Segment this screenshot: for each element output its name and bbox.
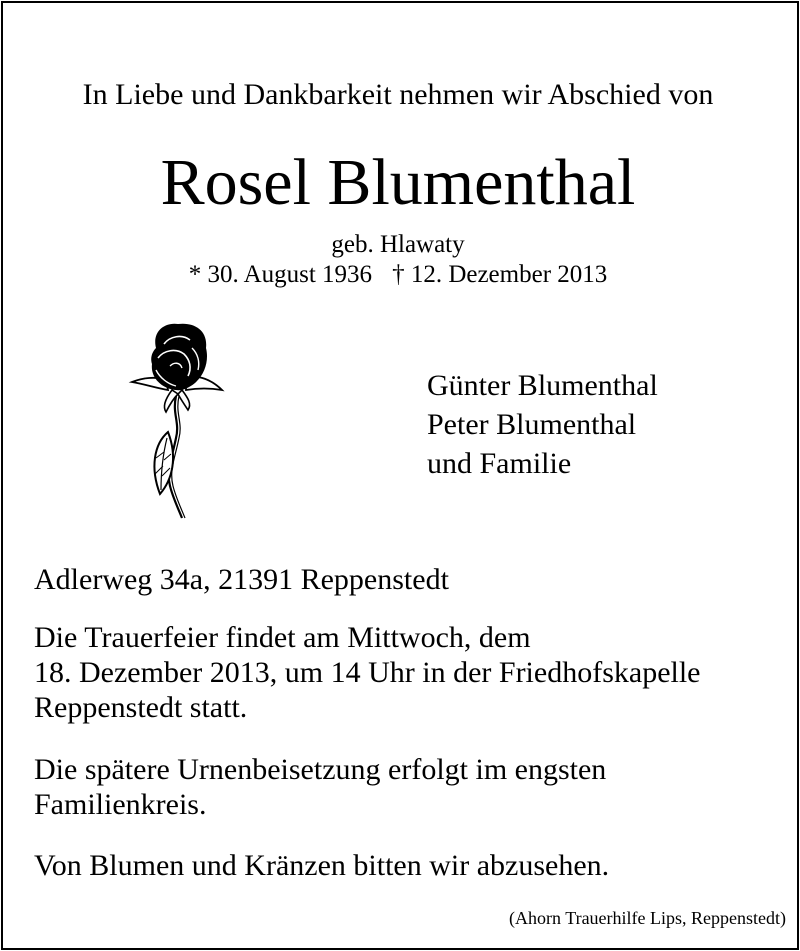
ceremony-info	[34, 620, 701, 725]
deceased-name: Rosel Blumenthal	[160, 146, 636, 219]
birth-date: * 30. August 1936	[188, 261, 373, 288]
mourner-name: Peter Blumenthal	[427, 408, 637, 441]
address: Adlerweg 34a, 21391 Reppenstedt	[34, 563, 449, 596]
maiden-name: geb. Hlawaty	[331, 231, 465, 258]
ceremony-line: 18. Dezember 2013, um 14 Uhr in der Friedhofskapelle	[34, 656, 701, 689]
ceremony-line: Reppenstedt statt.	[34, 691, 248, 724]
mourner-name: Günter Blumenthal	[427, 369, 658, 402]
urn-info	[34, 752, 606, 822]
intro-text: In Liebe und Dankbarkeit nehmen wir Abschied von	[82, 78, 714, 111]
life-dates	[0, 262, 796, 287]
ceremony-line: Die Trauerfeier findet am Mittwoch, dem	[34, 621, 531, 654]
mourner-family: und Familie	[427, 447, 572, 480]
urn-line: Familienkreis.	[34, 788, 207, 821]
urn-line: Die spätere Urnenbeisetzung erfolgt im engsten	[34, 753, 607, 786]
death-date: † 12. Dezember 2013	[392, 261, 608, 288]
mourners-list	[427, 366, 658, 483]
rose-icon	[126, 318, 226, 524]
flowers-request: Von Blumen und Kränzen bitten wir abzusehen.	[34, 849, 610, 882]
undertaker-credit: (Ahorn Trauerhilfe Lips, Reppenstedt)	[509, 908, 786, 928]
